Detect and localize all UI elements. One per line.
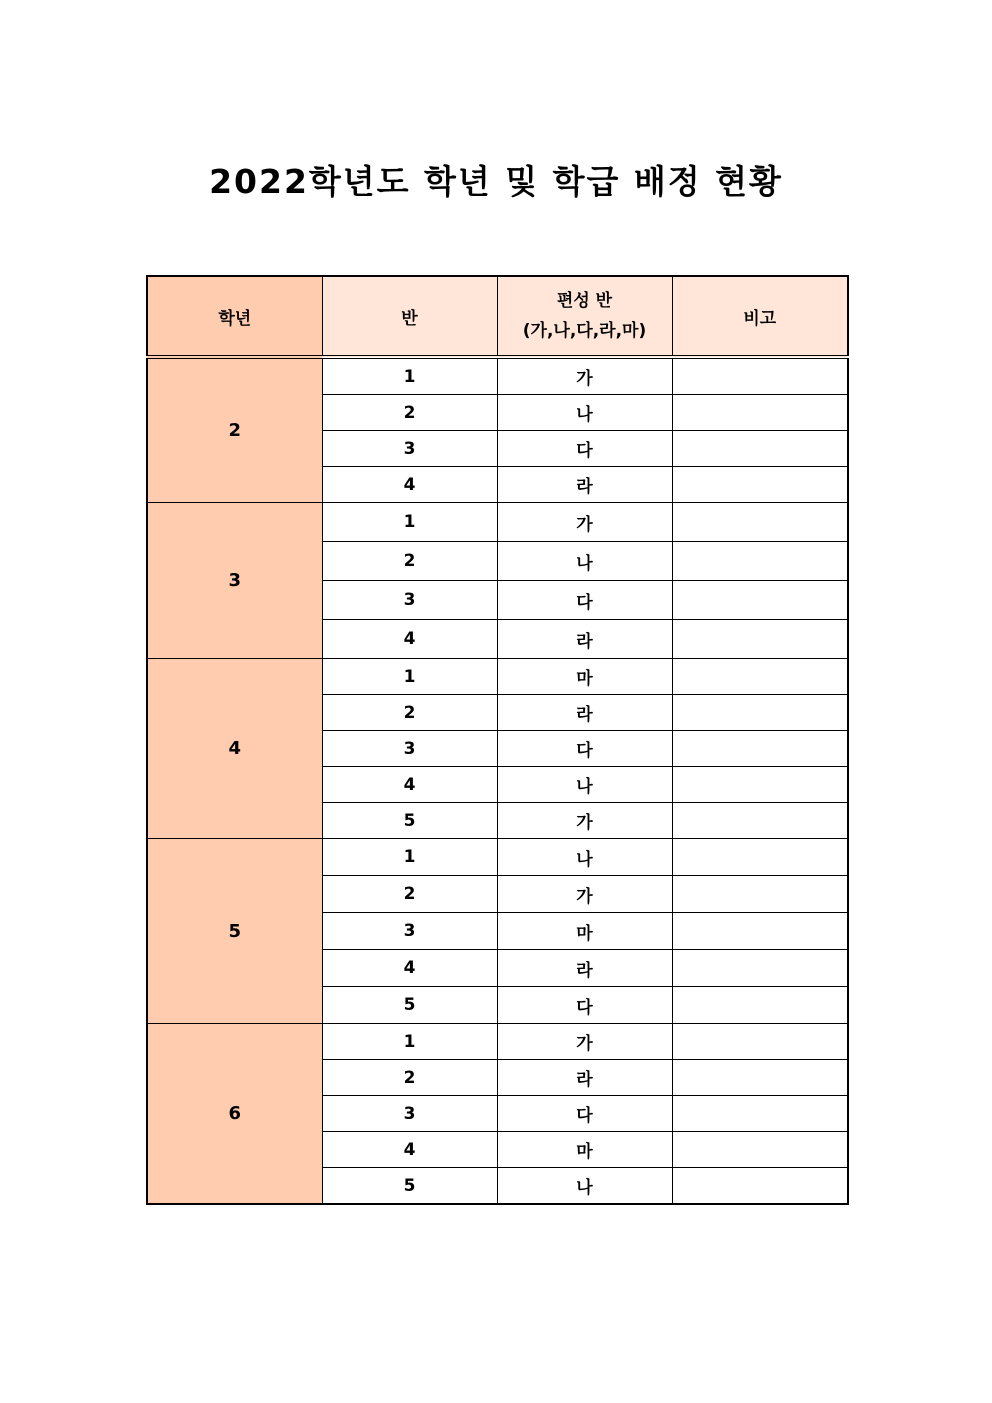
remark-cell — [672, 659, 848, 695]
class-number-cell: 5 — [322, 1168, 497, 1205]
class-assignment-table — [146, 275, 849, 1205]
class-number-cell: 5 — [322, 987, 497, 1024]
class-number-cell: 3 — [322, 1096, 497, 1132]
table-body — [147, 357, 848, 1204]
assigned-class-cell: 가 — [497, 357, 672, 395]
class-number-cell: 2 — [322, 395, 497, 431]
assigned-class-cell: 가 — [497, 1024, 672, 1060]
assigned-class-cell: 나 — [497, 395, 672, 431]
assigned-class-cell: 다 — [497, 731, 672, 767]
class-number-cell: 4 — [322, 767, 497, 803]
class-number-cell: 3 — [322, 581, 497, 620]
remark-cell — [672, 1060, 848, 1096]
assigned-class-cell: 마 — [497, 659, 672, 695]
grade-cell: 4 — [147, 659, 322, 839]
assigned-class-cell: 마 — [497, 913, 672, 950]
table-row — [147, 839, 848, 876]
header-remarks: 비고 — [672, 276, 848, 357]
assigned-class-cell: 마 — [497, 1132, 672, 1168]
class-number-cell: 1 — [322, 659, 497, 695]
remark-cell — [672, 620, 848, 659]
remark-cell — [672, 950, 848, 987]
class-number-cell: 2 — [322, 1060, 497, 1096]
remark-cell — [672, 1096, 848, 1132]
header-assigned-line2: (가,나,다,라,마) — [522, 321, 647, 341]
table-header — [147, 276, 848, 357]
assigned-class-cell: 라 — [497, 467, 672, 503]
assigned-class-cell: 다 — [497, 1096, 672, 1132]
remark-cell — [672, 503, 848, 542]
table-row — [147, 1024, 848, 1060]
class-number-cell: 5 — [322, 803, 497, 839]
class-number-cell: 2 — [322, 542, 497, 581]
assigned-class-cell: 라 — [497, 950, 672, 987]
remark-cell — [672, 731, 848, 767]
header-assigned-class — [497, 276, 672, 357]
class-number-cell: 1 — [322, 839, 497, 876]
grade-cell: 3 — [147, 503, 322, 659]
remark-cell — [672, 542, 848, 581]
assigned-class-cell: 라 — [497, 1060, 672, 1096]
grade-cell: 2 — [147, 357, 322, 503]
header-row — [147, 276, 848, 357]
class-number-cell: 2 — [322, 876, 497, 913]
assigned-class-cell: 다 — [497, 581, 672, 620]
remark-cell — [672, 1024, 848, 1060]
class-number-cell: 2 — [322, 695, 497, 731]
grade-cell: 6 — [147, 1024, 322, 1205]
header-class: 반 — [322, 276, 497, 357]
assigned-class-cell: 나 — [497, 1168, 672, 1205]
class-number-cell: 3 — [322, 431, 497, 467]
assigned-class-cell: 나 — [497, 767, 672, 803]
class-number-cell: 1 — [322, 1024, 497, 1060]
assigned-class-cell: 나 — [497, 839, 672, 876]
remark-cell — [672, 839, 848, 876]
class-number-cell: 4 — [322, 620, 497, 659]
remark-cell — [672, 581, 848, 620]
class-number-cell: 3 — [322, 913, 497, 950]
remark-cell — [672, 467, 848, 503]
table-row — [147, 503, 848, 542]
grade-cell: 5 — [147, 839, 322, 1024]
table-row — [147, 659, 848, 695]
remark-cell — [672, 913, 848, 950]
table-row — [147, 357, 848, 395]
remark-cell — [672, 803, 848, 839]
class-number-cell: 4 — [322, 467, 497, 503]
remark-cell — [672, 1132, 848, 1168]
class-number-cell: 4 — [322, 1132, 497, 1168]
assigned-class-cell: 다 — [497, 987, 672, 1024]
assigned-class-cell: 라 — [497, 695, 672, 731]
remark-cell — [672, 357, 848, 395]
header-assigned-line1: 편성 반 — [556, 291, 613, 311]
remark-cell — [672, 395, 848, 431]
class-number-cell: 3 — [322, 731, 497, 767]
assigned-class-cell: 나 — [497, 542, 672, 581]
remark-cell — [672, 1168, 848, 1205]
remark-cell — [672, 695, 848, 731]
class-number-cell: 1 — [322, 503, 497, 542]
remark-cell — [672, 987, 848, 1024]
header-grade: 학년 — [147, 276, 322, 357]
class-number-cell: 1 — [322, 357, 497, 395]
assigned-class-cell: 다 — [497, 431, 672, 467]
remark-cell — [672, 767, 848, 803]
assigned-class-cell: 가 — [497, 803, 672, 839]
document-title: 2022학년도 학년 및 학급 배정 현황 — [209, 162, 783, 201]
assigned-class-cell: 라 — [497, 620, 672, 659]
assigned-class-cell: 가 — [497, 876, 672, 913]
remark-cell — [672, 876, 848, 913]
remark-cell — [672, 431, 848, 467]
assigned-class-cell: 가 — [497, 503, 672, 542]
class-number-cell: 4 — [322, 950, 497, 987]
